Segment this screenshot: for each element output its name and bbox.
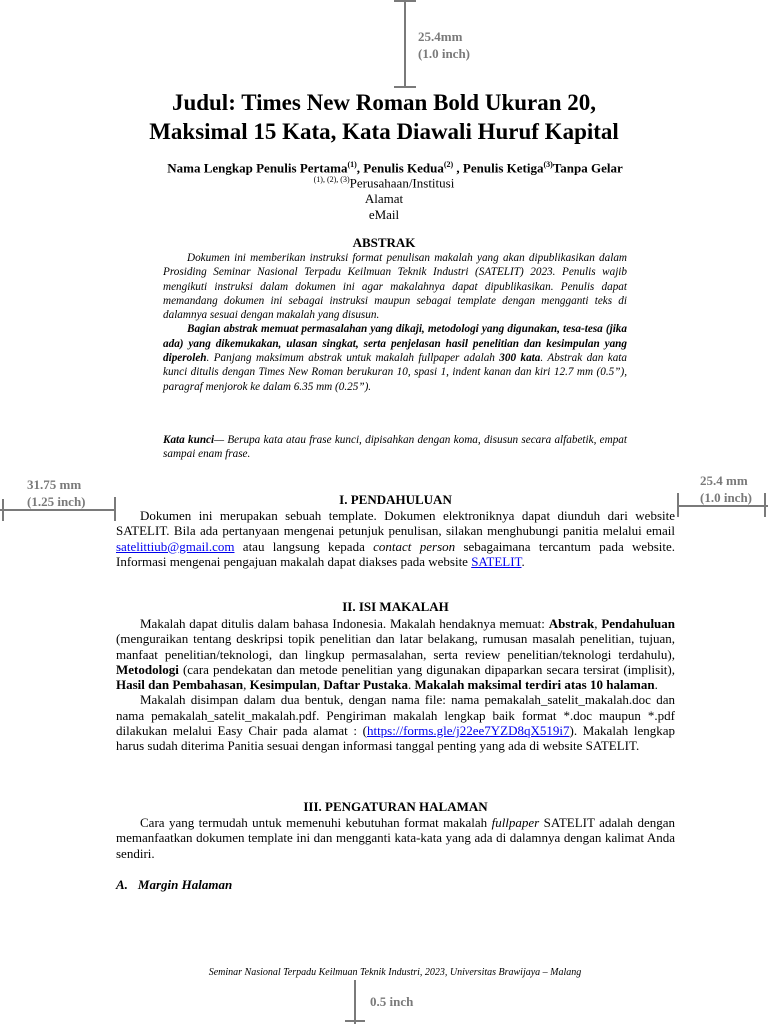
satelit-link[interactable]: SATELIT [471, 553, 522, 569]
section-2-body [116, 616, 675, 754]
keywords [163, 433, 627, 462]
abstract-word-limit: 300 kata [499, 352, 541, 365]
left-margin-inch: (1.25 inch) [27, 494, 86, 509]
sec1-text-4: . [521, 553, 525, 569]
kw-max-pages: Makalah maksimal terdiri atas 10 halaman [414, 677, 655, 693]
kw-metodologi: Metodologi [116, 661, 179, 677]
abstract-paragraph-1: Dokumen ini memberikan instruksi format penulisan makalah yang akan dipublikasikan dalam Prosiding Seminar Nasional Terpadu Keilmuan Teknik Industri (SATELIT) 2023. Penulis wajib mengikuti instruksi dalam dokumen ini agar makalahnya dapat dipublikasikan. Penulis dapat memandang dokumen ini sebagai instruksi maupun sebagai template dengan mengganti teks di dalamnya sesuai dengan makalah yang disusun. [163, 252, 627, 322]
right-margin-line [677, 505, 768, 507]
author-2: , Penulis Kedua [356, 160, 444, 176]
kw-hasil: Hasil dan Pembahasan [116, 677, 244, 693]
subsection-a-heading [116, 877, 232, 893]
sep-4: . [407, 677, 415, 693]
address: Alamat [364, 191, 404, 207]
top-margin-mm: 25.4mm [418, 29, 463, 44]
right-margin-inch: (1.0 inch) [700, 490, 752, 505]
subsection-letter: A. [116, 877, 128, 892]
author-2-sup: (2) [443, 160, 454, 169]
abstract-heading: ABSTRAK [352, 235, 416, 250]
top-margin-inch: (1.0 inch) [418, 46, 470, 61]
bottom-margin-tick [345, 1020, 365, 1022]
sec2-text-d: Makalah disimpan dalam dua bentuk, dengan nama file: nama pemakalah_satelit_makalah.doc dan nama pemakalah_satelit_makalah.pdf. Pengiriman makalah lengkap baik format *.doc maupun *.pdf dilakukan melalui Easy Chair pada alamat : ( [116, 692, 675, 739]
kw-pendahuluan: Pendahuluan [601, 616, 676, 631]
email-link[interactable]: satelittiub@gmail.com [116, 538, 235, 554]
right-margin-label [700, 472, 752, 506]
left-margin-label [27, 476, 86, 510]
kw-daftar-pustaka: Daftar Pustaka [323, 677, 408, 693]
fullpaper-text: fullpaper [491, 815, 540, 830]
sec1-text-3: sebagaimana tercantum pada website. Informasi mengenai pengajuan makalah dapat diakses pada website [116, 538, 675, 569]
author-3-sup: (3) [543, 160, 553, 169]
author-1: Nama Lengkap Penulis Pertama [167, 160, 348, 176]
form-url-link[interactable]: https://forms.gle/j22ee7YZD8qX519i7 [366, 723, 570, 739]
sec2-text-c: (cara pendekatan dan metode penelitian yang digunakan dipaparkan secara tersirat (implisit), [178, 661, 675, 677]
sep-1: , [594, 616, 602, 631]
contact-person-text: contact person [373, 538, 456, 554]
author-3: , Penulis Ketiga [453, 160, 544, 176]
institution: Perusahaan/Institusi [349, 175, 455, 191]
section-1-paragraph [116, 508, 675, 569]
subsection-title: Margin Halaman [137, 877, 233, 892]
sec2-text-e: ). Makalah lengkap harus sudah diterima Panitia sesuai dengan informasi tanggal penting yang ada di website SATELIT. [116, 723, 675, 754]
author-1-sup: (1) [347, 160, 357, 169]
keywords-label: Kata kunci [163, 434, 215, 446]
title-line-1: Judul: Times New Roman Bold Ukuran 20, [171, 90, 597, 115]
affiliation [100, 172, 668, 223]
sec3-text-a: Cara yang termudah untuk memenuhi kebutuhan format makalah [140, 815, 492, 830]
affiliation-sup: (1), (2), (3) [313, 175, 350, 184]
title-line-2: Maksimal 15 Kata, Kata Diawali Huruf Kapital [149, 119, 619, 144]
abstract-bold-text: Bagian abstrak memuat permasalahan yang dikaji, metodologi yang digunakan, tesa-tesa (jika ada) yang dikemukakan, ulasan singkat, serta penjelasan hasil penelitian dan kesimpulan yang diperoleh [163, 323, 627, 365]
top-margin-label [418, 28, 470, 62]
section-2-heading: II. ISI MAKALAH [342, 599, 449, 614]
section-2-paragraph-1 [116, 616, 675, 692]
bottom-margin-label: 0.5 inch [370, 994, 414, 1009]
author-note: Tanpa Gelar [552, 160, 623, 176]
section-2-paragraph-2 [116, 692, 675, 753]
sec1-text-1: Dokumen ini merupakan sebuah template. Dokumen elektroniknya dapat diunduh dari website SATELIT. Bila ada pertanyaan mengenai petunjuk penulisan, silakan menghubungi panitia melalui email [116, 508, 675, 539]
left-margin-mm: 31.75 mm [27, 477, 82, 492]
section-1-heading: I. PENDAHULUAN [339, 492, 452, 507]
abstract-text-a: . Panjang maksimum abstrak untuk makalah fullpaper adalah [206, 352, 500, 365]
top-margin-line [404, 0, 406, 88]
sec2-text-b: (menguraikan tentang deskripsi topik penelitian dan latar belakang, rumusan masalah penelitian, tujuan, manfaat penelitian/teknologi, dan lingkup permasalahan, serta review penelitian/teknologi terdahulu), [116, 631, 675, 662]
sec1-text-2: atau langsung kepada [234, 538, 374, 554]
top-margin-tick [394, 0, 416, 2]
sec2-text-a: Makalah dapat ditulis dalam bahasa Indonesia. Makalah hendaknya memuat: [140, 616, 549, 631]
section-1-body [116, 508, 675, 569]
section-3-paragraph [116, 815, 675, 861]
section-3-heading: III. PENGATURAN HALAMAN [303, 799, 488, 814]
abstract-paragraph-2 [163, 322, 627, 393]
keywords-text: — Berupa kata atau frase kunci, dipisahkan dengan koma, disusun secara alfabetik, empat sampai enam frase. [163, 434, 628, 461]
right-margin-mm: 25.4 mm [700, 473, 748, 488]
right-margin-tick-right [764, 493, 766, 517]
sep-3: , [316, 677, 324, 693]
sec3-text-b: SATELIT adalah dengan memanfaatkan dokumen template ini dan mengganti kata-kata yang ada di dalamnya dengan kalimat Anda sendiri. [116, 815, 675, 861]
section-3-body [116, 815, 675, 861]
kw-abstrak: Abstrak [548, 616, 595, 631]
sep-5: . [654, 677, 658, 693]
left-margin-tick-left [2, 499, 4, 521]
right-margin-tick-left [677, 493, 679, 517]
paper-title [100, 88, 668, 146]
bottom-margin-line [354, 980, 356, 1024]
email: eMail [368, 207, 400, 223]
sep-2: , [243, 677, 250, 693]
kw-kesimpulan: Kesimpulan [249, 677, 317, 693]
left-margin-line [0, 509, 116, 511]
page-footer: Seminar Nasional Terpadu Keilmuan Teknik Industri, 2023, Universitas Brawijaya – Malang [208, 967, 582, 978]
abstract-text-b: . Abstrak dan kata kunci ditulis dengan Times New Roman berukuran 10, spasi 1, indent kanan dan kiri 12.7 mm (0.5”), paragraf menjorok ke dalam 6.35 mm (0.25”). [163, 352, 628, 393]
abstract-body [163, 251, 627, 394]
